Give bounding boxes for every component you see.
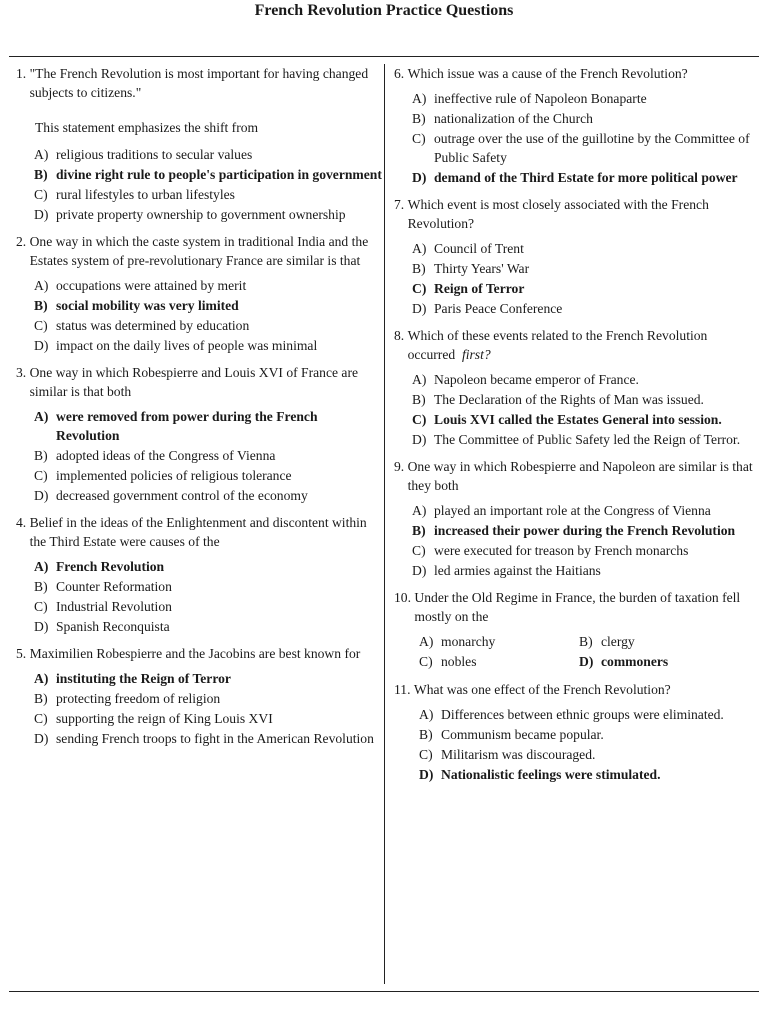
choice-text: commoners bbox=[601, 654, 669, 669]
answer-choices bbox=[16, 557, 382, 636]
choice-text: monarchy bbox=[441, 634, 496, 649]
choice-letter: A) bbox=[412, 91, 427, 106]
answer-choices bbox=[394, 239, 760, 318]
choice-d bbox=[34, 486, 382, 505]
choice-letter: C) bbox=[34, 187, 48, 202]
choice-text: outrage over the use of the guillotine by the Committee of Public Safety bbox=[434, 131, 750, 165]
choice-text: status was determined by education bbox=[56, 318, 250, 333]
answer-choices bbox=[394, 632, 760, 672]
choice-text: impact on the daily lives of people was minimal bbox=[56, 338, 318, 353]
choice-text: Napoleon became emperor of France. bbox=[434, 372, 639, 387]
question-number: 2. bbox=[16, 234, 27, 249]
choice-b bbox=[579, 632, 760, 651]
choice-letter: B) bbox=[579, 634, 593, 649]
choice-a-correct bbox=[34, 557, 382, 576]
question-8 bbox=[394, 326, 760, 449]
answer-choices bbox=[394, 501, 760, 580]
choice-text: social mobility was very limited bbox=[56, 298, 239, 313]
question-9 bbox=[394, 457, 760, 580]
choice-letter: D) bbox=[412, 301, 427, 316]
choice-letter: A) bbox=[34, 278, 49, 293]
choice-d bbox=[34, 205, 382, 224]
question-text: Which issue was a cause of the French Revolution? bbox=[407, 66, 688, 81]
choice-text: Paris Peace Conference bbox=[434, 301, 563, 316]
choice-letter: D) bbox=[412, 432, 427, 447]
choice-c bbox=[34, 709, 382, 728]
choice-letter: C) bbox=[412, 281, 427, 296]
choice-c-correct bbox=[412, 410, 760, 429]
choice-text: protecting freedom of religion bbox=[56, 691, 221, 706]
question-text-main: Which of these events related to the French Revolution occurred bbox=[407, 328, 708, 362]
choice-c bbox=[34, 466, 382, 485]
choice-a bbox=[412, 239, 760, 258]
choice-letter: A) bbox=[419, 634, 434, 649]
choice-b-correct bbox=[34, 296, 382, 315]
choice-d-correct bbox=[579, 652, 760, 671]
question-stem bbox=[394, 457, 760, 495]
left-column bbox=[16, 64, 382, 756]
choice-a bbox=[34, 276, 382, 295]
choice-b bbox=[34, 577, 382, 596]
choice-d-correct bbox=[412, 168, 760, 187]
choice-text: Communism became popular. bbox=[441, 727, 604, 742]
choice-letter: A) bbox=[419, 707, 434, 722]
choice-text: Nationalistic feelings were stimulated. bbox=[441, 767, 661, 782]
choice-c bbox=[412, 541, 760, 560]
choice-a bbox=[412, 370, 760, 389]
question-text: One way in which Robespierre and Louis XVI of France are similar is that both bbox=[29, 365, 359, 399]
question-number: 5. bbox=[16, 646, 27, 661]
choice-text: private property ownership to government ownership bbox=[56, 207, 346, 222]
choice-letter: B) bbox=[34, 167, 48, 182]
choice-d bbox=[34, 617, 382, 636]
question-number: 7. bbox=[394, 197, 405, 212]
question-stem bbox=[16, 363, 382, 401]
question-stem bbox=[394, 195, 760, 233]
column-divider bbox=[384, 64, 385, 984]
choice-c bbox=[412, 129, 760, 167]
choice-b bbox=[412, 390, 760, 409]
choice-letter: A) bbox=[34, 559, 49, 574]
choice-letter: B) bbox=[34, 691, 48, 706]
question-number: 6. bbox=[394, 66, 405, 81]
choice-a bbox=[412, 89, 760, 108]
choice-letter: C) bbox=[34, 468, 48, 483]
question-stem bbox=[16, 232, 382, 270]
question-number: 4. bbox=[16, 515, 27, 530]
question-2 bbox=[16, 232, 382, 355]
choice-letter: D) bbox=[34, 731, 49, 746]
choice-letter: D) bbox=[34, 619, 49, 634]
question-number: 1. bbox=[16, 66, 27, 81]
choice-text: sending French troops to fight in the American Revolution bbox=[56, 731, 374, 746]
choice-text: Spanish Reconquista bbox=[56, 619, 170, 634]
choice-letter: D) bbox=[579, 654, 594, 669]
choice-letter: A) bbox=[34, 671, 49, 686]
choice-text: demand of the Third Estate for more political power bbox=[434, 170, 738, 185]
choice-text: The Committee of Public Safety led the Reign of Terror. bbox=[434, 432, 741, 447]
choice-text: rural lifestyles to urban lifestyles bbox=[56, 187, 235, 202]
choice-letter: C) bbox=[419, 654, 433, 669]
choice-c bbox=[419, 745, 760, 764]
choice-b bbox=[34, 689, 382, 708]
choice-text: divine right rule to people's participation in government bbox=[56, 167, 382, 182]
choice-letter: B) bbox=[412, 392, 426, 407]
question-1 bbox=[16, 64, 382, 224]
choice-text: Thirty Years' War bbox=[434, 261, 530, 276]
choice-letter: B) bbox=[419, 727, 433, 742]
choice-text: Industrial Revolution bbox=[56, 599, 172, 614]
choice-letter: B) bbox=[412, 261, 426, 276]
choice-text: Louis XVI called the Estates General into session. bbox=[434, 412, 722, 427]
question-stem bbox=[394, 326, 760, 364]
question-text bbox=[408, 326, 760, 364]
choice-a-correct bbox=[34, 669, 382, 688]
choice-text: occupations were attained by merit bbox=[56, 278, 247, 293]
choice-b bbox=[412, 109, 760, 128]
choice-letter: C) bbox=[34, 599, 48, 614]
bottom-rule bbox=[9, 991, 759, 992]
question-stem bbox=[394, 680, 760, 699]
choice-letter: D) bbox=[34, 207, 49, 222]
choice-letter: A) bbox=[34, 147, 49, 162]
choice-text: were executed for treason by French monarchs bbox=[434, 543, 689, 558]
choice-letter: D) bbox=[412, 563, 427, 578]
choice-b bbox=[34, 446, 382, 465]
choice-letter: B) bbox=[34, 448, 48, 463]
choice-text: were removed from power during the French Revolution bbox=[56, 409, 318, 443]
question-text: Which event is most closely associated with the French Revolution? bbox=[407, 197, 709, 231]
answer-choices bbox=[16, 669, 382, 748]
choice-d bbox=[34, 729, 382, 748]
choice-letter: B) bbox=[412, 523, 426, 538]
question-stem bbox=[16, 513, 382, 551]
question-number: 10. bbox=[394, 590, 411, 605]
choice-text: nobles bbox=[441, 654, 477, 669]
question-text: What was one effect of the French Revolution? bbox=[413, 682, 671, 697]
choice-text: Differences between ethnic groups were eliminated. bbox=[441, 707, 724, 722]
choice-text: Council of Trent bbox=[434, 241, 524, 256]
choice-letter: C) bbox=[34, 318, 48, 333]
answer-choices bbox=[16, 276, 382, 355]
choice-c bbox=[419, 652, 579, 671]
question-stem bbox=[16, 64, 382, 102]
choice-a bbox=[419, 705, 760, 724]
question-text: Maximilien Robespierre and the Jacobins are best known for bbox=[29, 646, 361, 661]
choice-letter: A) bbox=[412, 241, 427, 256]
choice-letter: D) bbox=[412, 170, 427, 185]
choice-text: nationalization of the Church bbox=[434, 111, 593, 126]
question-4 bbox=[16, 513, 382, 636]
choice-letter: A) bbox=[412, 503, 427, 518]
question-stem bbox=[394, 588, 760, 626]
choice-c bbox=[34, 316, 382, 335]
choice-letter: B) bbox=[34, 579, 48, 594]
answer-choices bbox=[16, 407, 382, 505]
answer-choices bbox=[394, 705, 760, 784]
choice-b bbox=[419, 725, 760, 744]
page-title: French Revolution Practice Questions bbox=[254, 2, 514, 19]
question-stem bbox=[394, 64, 760, 83]
choice-text: supporting the reign of King Louis XVI bbox=[56, 711, 273, 726]
choice-d bbox=[412, 561, 760, 580]
question-number: 11. bbox=[394, 682, 411, 697]
choice-letter: D) bbox=[34, 338, 49, 353]
question-11 bbox=[394, 680, 760, 784]
choice-c-correct bbox=[412, 279, 760, 298]
question-stem bbox=[16, 644, 382, 663]
question-7 bbox=[394, 195, 760, 318]
choice-text: played an important role at the Congress of Vienna bbox=[434, 503, 711, 518]
choice-b-correct bbox=[412, 521, 760, 540]
choice-a-correct bbox=[34, 407, 382, 445]
choice-text: Reign of Terror bbox=[434, 281, 525, 296]
right-column bbox=[394, 64, 760, 792]
question-text-emphasis: first? bbox=[461, 347, 491, 362]
choice-letter: B) bbox=[412, 111, 426, 126]
choice-letter: C) bbox=[412, 543, 426, 558]
choice-text: ineffective rule of Napoleon Bonaparte bbox=[434, 91, 647, 106]
choice-d-correct bbox=[419, 765, 760, 784]
choice-text: decreased government control of the economy bbox=[56, 488, 308, 503]
choice-text: Militarism was discouraged. bbox=[441, 747, 596, 762]
choice-letter: D) bbox=[419, 767, 434, 782]
choice-a bbox=[419, 632, 579, 651]
choice-letter: C) bbox=[412, 131, 426, 146]
question-text: "The French Revolution is most important for having changed subjects to citizens." bbox=[29, 66, 369, 100]
question-10 bbox=[394, 588, 760, 672]
choice-b-correct bbox=[34, 165, 382, 184]
choice-a bbox=[34, 145, 382, 164]
question-text: One way in which the caste system in traditional India and the Estates system of pre-revolutionary France are similar is that bbox=[29, 234, 369, 268]
choice-b bbox=[412, 259, 760, 278]
question-number: 9. bbox=[394, 459, 405, 474]
choice-text: French Revolution bbox=[56, 559, 165, 574]
choice-c bbox=[34, 597, 382, 616]
choice-d bbox=[34, 336, 382, 355]
choice-letter: C) bbox=[419, 747, 433, 762]
question-5 bbox=[16, 644, 382, 748]
choice-text: clergy bbox=[601, 634, 635, 649]
choice-letter: A) bbox=[34, 409, 49, 424]
answer-choices bbox=[394, 370, 760, 449]
choice-a bbox=[412, 501, 760, 520]
answer-choices bbox=[16, 145, 382, 224]
top-rule bbox=[9, 56, 759, 57]
choice-text: The Declaration of the Rights of Man was issued. bbox=[434, 392, 704, 407]
choice-letter: C) bbox=[34, 711, 48, 726]
choice-c bbox=[34, 185, 382, 204]
choice-text: instituting the Reign of Terror bbox=[56, 671, 231, 686]
question-text: Under the Old Regime in France, the burden of taxation fell mostly on the bbox=[414, 590, 741, 624]
question-6 bbox=[394, 64, 760, 187]
question-text-continued: This statement emphasizes the shift from bbox=[35, 120, 259, 135]
question-text: One way in which Robespierre and Napoleon are similar is that they both bbox=[407, 459, 753, 493]
choice-d bbox=[412, 299, 760, 318]
question-text: Belief in the ideas of the Enlightenment and discontent within the Third Estate were causes of the bbox=[29, 515, 367, 549]
choice-text: led armies against the Haitians bbox=[434, 563, 601, 578]
choice-text: adopted ideas of the Congress of Vienna bbox=[56, 448, 276, 463]
choice-text: Counter Reformation bbox=[56, 579, 172, 594]
choice-text: increased their power during the French Revolution bbox=[434, 523, 736, 538]
choice-text: implemented policies of religious tolerance bbox=[56, 468, 292, 483]
question-number: 8. bbox=[394, 328, 405, 343]
choice-text: religious traditions to secular values bbox=[56, 147, 253, 162]
choice-letter: C) bbox=[412, 412, 427, 427]
choice-letter: A) bbox=[412, 372, 427, 387]
choice-d bbox=[412, 430, 760, 449]
question-number: 3. bbox=[16, 365, 27, 380]
question-3 bbox=[16, 363, 382, 505]
choice-letter: B) bbox=[34, 298, 48, 313]
choice-letter: D) bbox=[34, 488, 49, 503]
answer-choices bbox=[394, 89, 760, 187]
